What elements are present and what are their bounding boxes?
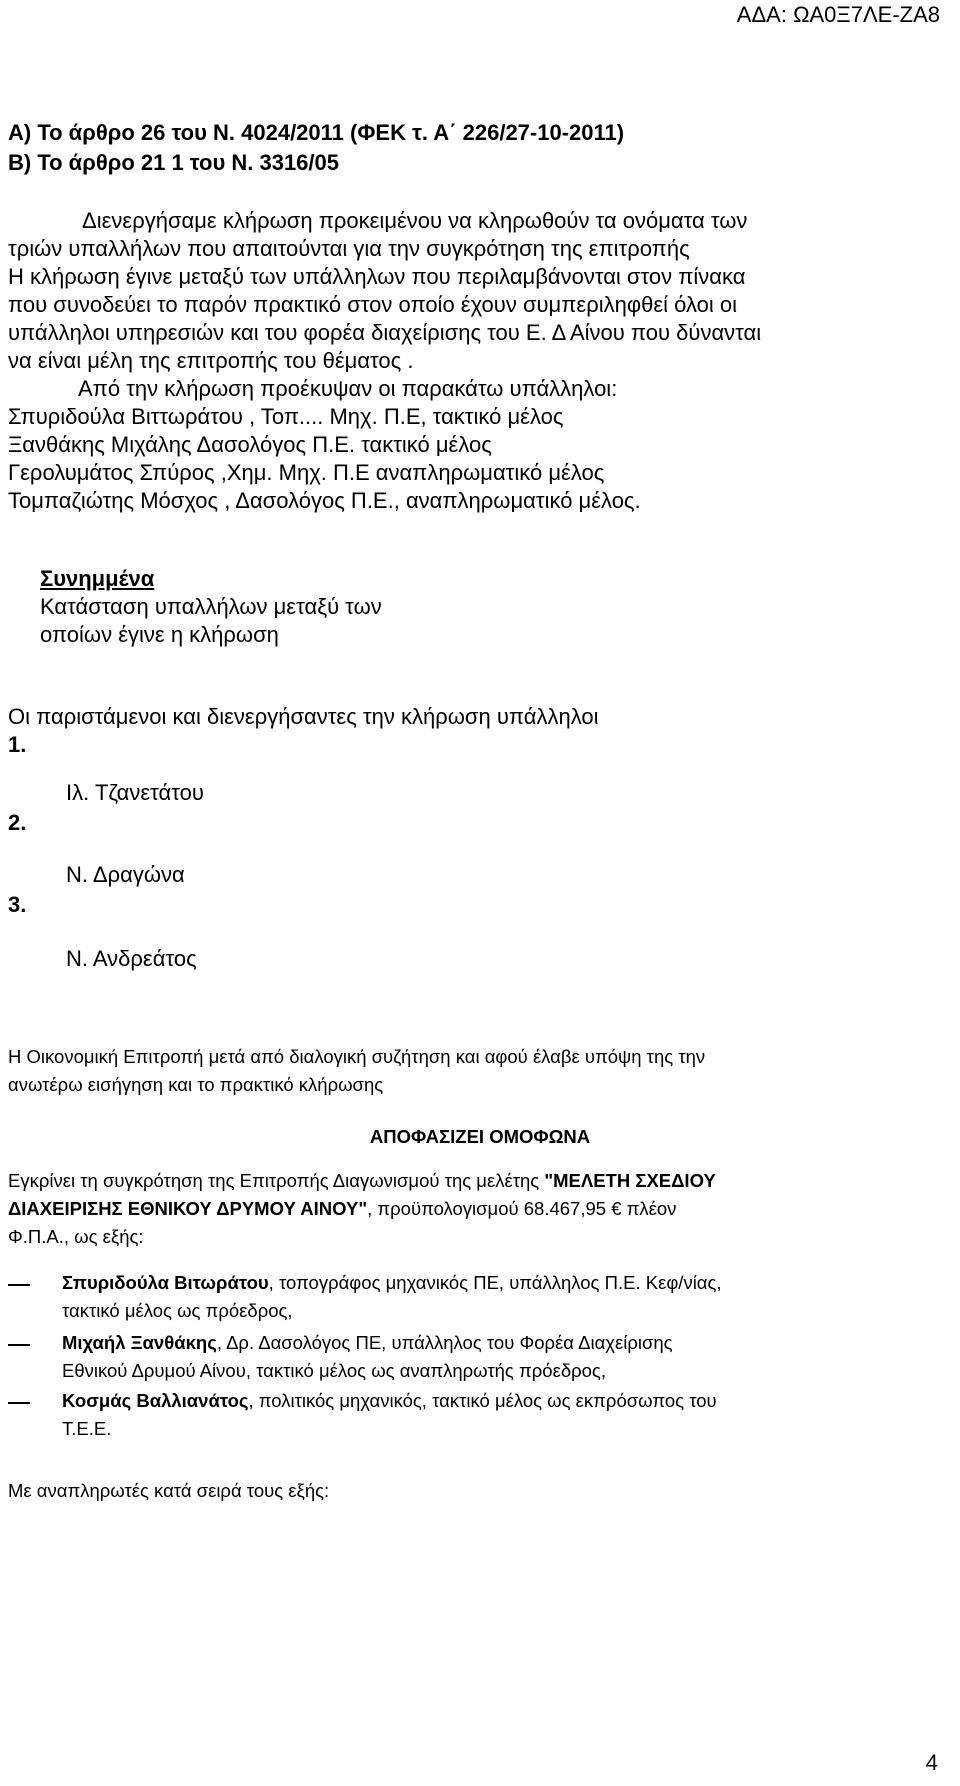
member-line: Εθνικού Δρυμού Αίνου, τακτικό μέλος ως αναπληρωτής πρόεδρος, [62, 1360, 606, 1381]
dash-bullet [8, 1284, 30, 1286]
selected-member-line: Σπυριδούλα Βιττωράτου , Τοπ.... Μηχ. Π.Ε, τακτικό μέλος [8, 404, 564, 429]
member-name: Μιχαήλ Ξανθάκης [62, 1332, 217, 1353]
dash-bullet [8, 1344, 30, 1346]
present-name: Ν. Δραγώνα [66, 862, 185, 887]
committee-line: ανωτέρω εισήγηση και το πρακτικό κλήρωσης [8, 1074, 384, 1095]
member-details: , πολιτικός μηχανικός, τακτικό μέλος ως εκπρόσωπος του [248, 1390, 717, 1411]
present-intro: Οι παριστάμενοι και διενεργήσαντες την κλήρωση υπάλληλοι [8, 704, 599, 729]
member-line: Τ.Ε.Ε. [62, 1418, 112, 1439]
attachments-title: Συνημμένα [40, 566, 155, 591]
body-line: που συνοδεύει το παρόν πρακτικό στον οποίο έχουν συμπεριληφθεί όλοι οι [8, 292, 737, 317]
body-line: Από την κλήρωση προέκυψαν οι παρακάτω υπάλληλοι: [78, 376, 618, 401]
list-number: 2. [8, 810, 27, 835]
selected-member-line: Τομπαζιώτης Μόσχος , Δασολόγος Π.Ε., αναπληρωματικό μέλος. [8, 488, 641, 513]
member-line: τακτικό μέλος ως πρόεδρος, [62, 1300, 293, 1321]
study-title: "ΜΕΛΕΤΗ ΣΧΕΔΙΟΥ [544, 1170, 716, 1191]
body-line: να είναι μέλη της επιτροπής του θέματος . [8, 348, 414, 373]
dash-bullet [8, 1402, 30, 1404]
reference-a: Α) Το άρθρο 26 του Ν. 4024/2011 (ΦΕΚ τ. Α΄ 226/27-10-2011) [8, 120, 625, 145]
list-number: 1. [8, 732, 27, 757]
committee-line: Η Οικονομική Επιτροπή μετά από διαλογική συζήτηση και αφού έλαβε υπόψη της την [8, 1046, 706, 1067]
member-name: Κοσμάς Βαλλιανάτος [62, 1390, 249, 1411]
member-line [62, 1386, 717, 1415]
member-line [62, 1268, 722, 1297]
member-details: , τοπογράφος μηχανικός ΠΕ, υπάλληλος Π.Ε. Κεφ/νίας, [268, 1272, 722, 1293]
body-line: τριών υπαλλήλων που απαιτούνται για την συγκρότηση της επιτροπής [8, 236, 690, 261]
approval-line: Φ.Π.Α., ως εξής: [8, 1226, 144, 1247]
approval-line [8, 1166, 716, 1195]
ada-code: ΑΔΑ: ΩΑ0Ξ7ΛΕ-ΖΑ8 [736, 2, 940, 27]
member-name: Σπυριδούλα Βιτωράτου [62, 1272, 269, 1293]
approval-line [8, 1194, 676, 1223]
selected-member-line: Γερολυμάτος Σπύρος ,Χημ. Μηχ. Π.Ε αναπληρωματικό μέλος [8, 460, 605, 485]
attachments-line: Κατάσταση υπαλλήλων μεταξύ των [40, 594, 382, 619]
page-number: 4 [925, 1750, 938, 1775]
present-name: Ν. Ανδρεάτος [66, 946, 197, 971]
present-name: Ιλ. Τζανετάτου [66, 780, 204, 805]
body-line: Η κλήρωση έγινε μεταξύ των υπάλληλων που περιλαμβάνονται στον πίνακα [8, 264, 746, 289]
member-details: , Δρ. Δασολόγος ΠΕ, υπάλληλος του Φορέα Διαχείρισης [216, 1332, 673, 1353]
member-line [62, 1328, 673, 1357]
study-title: ΔΙΑΧΕΙΡΙΣΗΣ ΕΘΝΙΚΟΥ ΔΡΥΜΟΥ ΑΙΝΟΥ" [8, 1198, 368, 1219]
substitutes-intro: Με αναπληρωτές κατά σειρά τους εξής: [8, 1480, 330, 1501]
attachments-line: οποίων έγινε η κλήρωση [40, 622, 279, 647]
body-line: υπάλληλοι υπηρεσιών και του φορέα διαχείρισης του Ε. Δ Αίνου που δύνανται [8, 320, 762, 345]
list-number: 3. [8, 892, 27, 917]
approval-text: Εγκρίνει τη συγκρότηση της Επιτροπής Διαγωνισμού της μελέτης [8, 1170, 545, 1191]
body-line: Διενεργήσαμε κλήρωση προκειμένου να κληρωθούν τα ονόματα των [82, 208, 748, 233]
reference-b: Β) Το άρθρο 21 1 του Ν. 3316/05 [8, 150, 339, 175]
selected-member-line: Ξανθάκης Μιχάλης Δασολόγος Π.Ε. τακτικό μέλος [8, 432, 492, 457]
approval-text: , προϋπολογισμού 68.467,95 € πλέον [367, 1198, 677, 1219]
decision-heading: ΑΠΟΦΑΣΙΖΕΙ ΟΜΟΦΩΝΑ [369, 1126, 591, 1147]
